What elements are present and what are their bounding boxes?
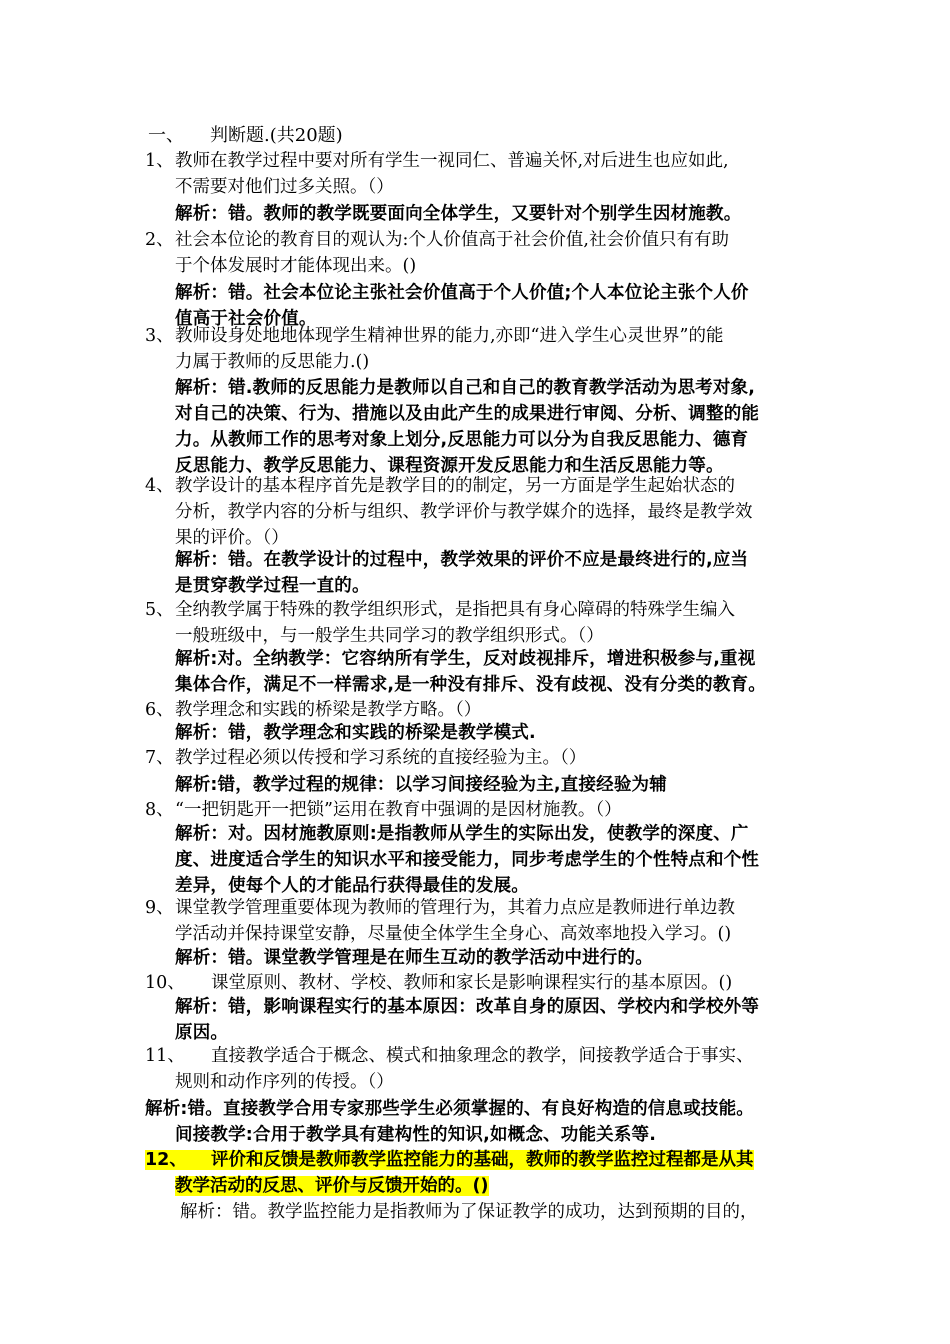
question-9 xyxy=(145,895,735,922)
answer-line: 解析：对。因材施教原则:是指教师从学生的实际出发，使教学的深度、广 xyxy=(175,824,749,844)
question-number: 8、 xyxy=(145,800,174,820)
answer-line: 解析:错，教学过程的规律：以学习间接经验为主,直接经验为辅 xyxy=(175,775,667,795)
answer-line: 原因。 xyxy=(175,1023,229,1043)
question-number: 1、 xyxy=(145,151,174,171)
question-number: 4、 xyxy=(145,476,174,496)
answer-line: 间接教学:合用于教学具有建构性的知识,如概念、功能关系等. xyxy=(175,1125,657,1145)
question-text: 课堂教学管理重要体现为教师的管理行为，其着力点应是教师进行单边教 xyxy=(175,898,735,918)
answer-line: 是贯穿教学过程一直的。 xyxy=(175,576,370,596)
question-text-cont: 规则和动作序列的传授。（） xyxy=(175,1072,394,1092)
answer-line: 解析：错。社会本位论主张社会价值高于个人价值;个人本位论主张个人价 xyxy=(175,283,749,303)
question-4 xyxy=(145,473,735,500)
question-number: 5、 xyxy=(145,600,174,620)
answer-line: 解析:对。全纳教学：它容纳所有学生，反对歧视排斥，增进积极参与,重视 xyxy=(175,649,756,669)
question-number: 9、 xyxy=(145,898,174,918)
question-text: 教师设身处地地体现学生精神世界的能力,亦即“进入学生心灵世界”的能 xyxy=(175,326,724,346)
answer-line: 解析：错。课堂教学管理是在师生互动的教学活动中进行的。 xyxy=(175,948,653,968)
question-3 xyxy=(145,323,723,350)
question-text: 全纳教学属于特殊的教学组织形式，是指把具有身心障碍的特殊学生编入 xyxy=(175,600,735,620)
question-text-cont xyxy=(175,1173,489,1200)
question-5 xyxy=(145,597,735,624)
question-number: 3、 xyxy=(145,326,174,346)
section-heading xyxy=(148,122,343,150)
answer-line: 力。从教师工作的思考对象上划分,反思能力可以分为自我反思能力、德育 xyxy=(175,430,749,450)
answer-line: 值高于社会价值。 xyxy=(175,309,317,329)
question-text-cont: 于个体发展时才能体现出来。() xyxy=(175,256,417,276)
question-text: 社会本位论的教育目的观认为:个人价值高于社会价值,社会价值只有有助 xyxy=(175,230,729,250)
answer-line: 解析：错。教学监控能力是指教师为了保证教学的成功，达到预期的目的， xyxy=(180,1202,758,1222)
question-text: 教师在教学过程中要对所有学生一视同仁、普遍关怀,对后进生也应如此, xyxy=(175,151,729,171)
question-number: 2、 xyxy=(145,230,174,250)
question-number: 7、 xyxy=(145,748,174,768)
question-text-cont: 分析，教学内容的分析与组织、教学评价与教学媒介的选择，最终是教学效 xyxy=(175,502,753,522)
question-number: 10、 xyxy=(145,973,185,993)
question-11 xyxy=(145,1043,754,1070)
question-text-cont: 学活动并保持课堂安静，尽量使全体学生全身心、高效率地投入学习。() xyxy=(175,924,732,944)
question-7 xyxy=(145,745,586,772)
question-text: 课堂原则、教材、学校、教师和家长是影响课程实行的基本原因。() xyxy=(211,973,733,993)
question-12 xyxy=(145,1147,754,1174)
question-number: 6、 xyxy=(145,700,174,720)
question-text: 教学设计的基本程序首先是教学目的的制定，另一方面是学生起始状态的 xyxy=(175,476,735,496)
answer-line: 解析：错。在教学设计的过程中，教学效果的评价不应是最终进行的,应当 xyxy=(175,550,749,570)
question-text: 直接教学适合于概念、模式和抽象理念的教学，间接教学适合于事实、 xyxy=(211,1046,754,1066)
answer-line: 解析：错，影响课程实行的基本原因：改革自身的原因、学校内和学校外等 xyxy=(175,997,760,1017)
answer-line: 解析：错。教师的教学既要面向全体学生，又要针对个别学生因材施教。 xyxy=(175,204,742,224)
answer-line: 解析：错.教师的反思能力是教师以自己和自己的教育教学活动为思考对象, xyxy=(175,378,756,398)
answer-line: 度、进度适合学生的知识水平和接受能力，同步考虑学生的个性特点和个性 xyxy=(175,850,760,870)
section-number: 一、 xyxy=(148,125,184,146)
question-1 xyxy=(145,148,729,175)
answer-line: 集体合作，满足不一样需求,是一种没有排斥、没有歧视、没有分类的教育。 xyxy=(175,675,766,695)
question-text-cont: 果的评价。（） xyxy=(175,528,289,548)
answer-line: 差异，使每个人的才能品行获得最佳的发展。 xyxy=(175,876,529,896)
answer-line: 对自己的决策、行为、措施以及由此产生的成果进行审阅、分析、调整的能 xyxy=(175,404,760,424)
question-text: 教学过程必须以传授和学习系统的直接经验为主。（） xyxy=(175,748,587,768)
question-text-cont: 不需要对他们过多关照。（） xyxy=(175,177,394,197)
question-number: 11、 xyxy=(145,1046,185,1066)
question-text: 评价和反馈是教师教学监控能力的基础，教师的教学监控过程都是从其 xyxy=(211,1150,754,1170)
answer-line: 解析：错，教学理念和实践的桥梁是教学模式. xyxy=(175,723,536,743)
question-number: 12、 xyxy=(145,1150,187,1170)
question-2 xyxy=(145,227,729,254)
answer-line: 解析:错。直接教学合用专家那些学生必须掌握的、有良好构造的信息或技能。 xyxy=(145,1099,754,1119)
highlighted-text: 教学活动的反思、评价与反馈开始的。() xyxy=(175,1176,489,1196)
answer-line: 反思能力、教学反思能力、课程资源开发反思能力和生活反思能力等。 xyxy=(175,456,724,476)
question-text: 教学理念和实践的桥梁是教学方略。（） xyxy=(175,700,482,720)
question-text-cont: 一般班级中，与一般学生共同学习的教学组织形式。（） xyxy=(175,626,604,646)
question-text-cont: 力属于教师的反思能力.() xyxy=(175,352,370,372)
question-text: “一把钥匙开一把锁”运用在教育中强调的是因材施教。（） xyxy=(175,800,622,820)
section-title: 判断题.(共20题) xyxy=(210,125,343,146)
